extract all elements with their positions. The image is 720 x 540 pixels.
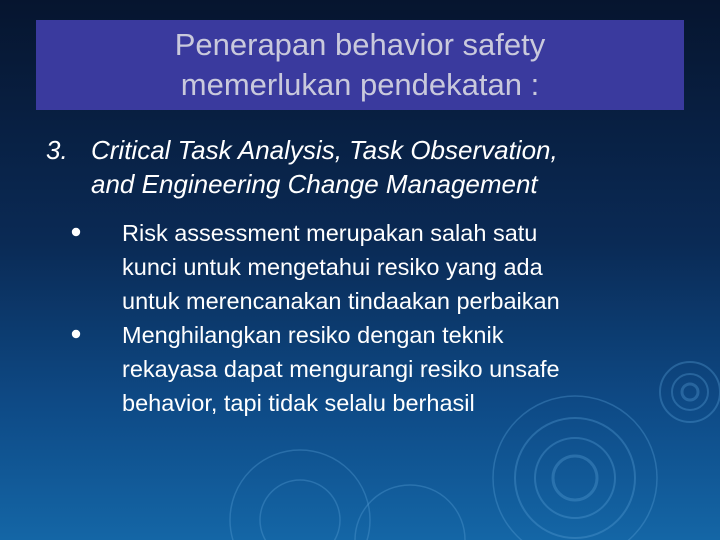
bullet-line: untuk merencanakan tindaakan perbaikan (122, 288, 560, 314)
bullet-item (70, 318, 670, 420)
bullet-line: Menghilangkan resiko dengan teknik (122, 322, 504, 348)
item-number: 3. (46, 135, 68, 165)
bullet-dot-icon (72, 228, 80, 236)
bullet-line: Risk assessment merupakan salah satu (122, 220, 538, 246)
item-heading-line-1: Critical Task Analysis, Task Observation, (91, 135, 558, 165)
bullet-text (122, 318, 670, 420)
title-banner (36, 20, 684, 110)
bullet-line: kunci untuk mengetahui resiko yang ada (122, 254, 543, 280)
bullet-text (122, 216, 670, 318)
bullet-dot-icon (72, 330, 80, 338)
title-line-2: memerlukan pendekatan : (180, 67, 540, 102)
item-heading-line-2: and Engineering Change Management (91, 169, 538, 199)
bullet-line: rekayasa dapat mengurangi resiko unsafe (122, 356, 560, 382)
bullet-item (70, 216, 670, 318)
title-line-1: Penerapan behavior safety (174, 27, 546, 62)
bullet-line: behavior, tapi tidak selalu berhasil (122, 390, 475, 416)
item-heading (91, 133, 691, 201)
bullet-list (70, 216, 670, 420)
